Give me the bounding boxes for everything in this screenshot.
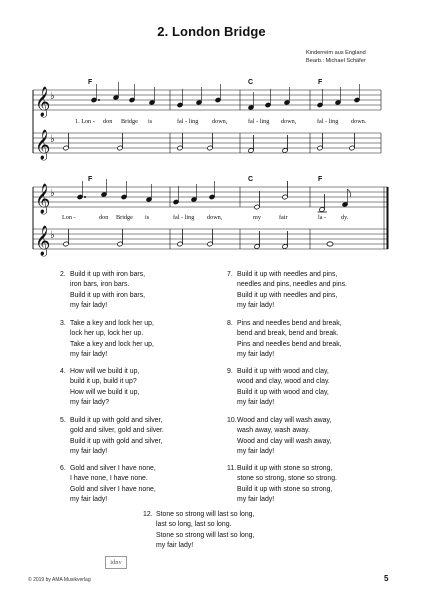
verse-2: 2. Build it up with iron bars, iron bars, iron bars. Build it up with iron bars, my fair lady! [60, 271, 146, 309]
svg-text:Bridge: Bridge [121, 118, 138, 125]
svg-text:Lon -: Lon - [62, 214, 76, 221]
copyright-footer: © 2019 by AMA Musikverlag [28, 577, 91, 583]
treble-clef-icon: 𝄞 [35, 130, 51, 160]
verse-8: 8. Pins and needles bend and break, bend and break, bend and break. Pins and needles bend and break, my fair lady! [227, 320, 342, 358]
credit-origin: Kinderreim aus England [306, 50, 366, 56]
svg-text:dy.: dy. [341, 214, 349, 221]
svg-text:fal - ling: fal - ling [248, 118, 270, 125]
svg-text:Bridge: Bridge [116, 214, 133, 221]
svg-text:la -: la - [318, 214, 327, 221]
song-title: 2. London Bridge [157, 24, 266, 39]
svg-text:don: don [99, 214, 109, 221]
svg-text:1. Lon -: 1. Lon - [75, 118, 95, 125]
system1-lower-staff [33, 133, 381, 153]
svg-text:my: my [253, 214, 261, 221]
system2-lyrics [62, 214, 349, 221]
publisher-logo: idnv [105, 556, 127, 569]
svg-text:fal - ling: fal - ling [177, 118, 199, 125]
system1-melody-notes [91, 82, 360, 110]
clefs [35, 86, 55, 257]
verse-10: 10. Wood and clay will wash away, wash away, wash away. Wood and clay will wash away, my fair lady! [227, 417, 332, 455]
svg-text:is: is [145, 214, 150, 221]
verse-11: 11. Build it up with stone so strong, stone so strong, stone so strong. Build it up with stone so strong, my fair lady! [227, 465, 337, 503]
verse-5: 5. Build it up with gold and silver, gold and silver, gold and silver. Build it up with gold and silver, my fair lady! [60, 417, 164, 455]
flat-sign-icon: ♭ [50, 134, 55, 145]
verse-7: 7. Build it up with needles and pins, needles and pins, needles and pins. Build it up with needles and pins, my fair lady! [227, 271, 347, 309]
page-number: 5 [384, 574, 389, 583]
flat-sign-icon: ♭ [50, 230, 55, 241]
verse-6: 6. Gold and silver I have none, I have none, I have none. Gold and silver I have none, my fair lady! [60, 465, 156, 503]
svg-text:down.: down. [351, 118, 367, 125]
verse-12: 12. Stone so strong will last so long, last so long, last so long. Stone so strong will last so long, my fair lady! [143, 511, 255, 549]
system1-lyrics [75, 118, 367, 125]
chord-symbol: F [88, 79, 93, 86]
flat-sign-icon: ♭ [50, 91, 55, 102]
music-score [0, 0, 423, 260]
svg-text:down,: down, [212, 118, 228, 125]
svg-text:don: don [103, 118, 113, 125]
chord-symbol: C [248, 176, 254, 183]
system1-upper-staff [33, 90, 381, 110]
verse-3: 3. Take a key and lock her up, lock her up, lock her up. Take a key and lock her up, my fair lady! [60, 320, 154, 358]
chord-symbol: F [318, 176, 323, 183]
flat-sign-icon: ♭ [50, 188, 55, 199]
verse-9: 9. Build it up with wood and clay, wood and clay, wood and clay. Build it up with wood and clay, my fair lady! [227, 368, 330, 406]
treble-clef-icon: 𝄞 [35, 87, 51, 117]
chord-symbol: C [248, 79, 254, 86]
credit-arranger: Bearb.: Michael Schäfer [306, 58, 366, 64]
svg-text:fal - ling: fal - ling [173, 214, 195, 221]
svg-text:fair: fair [279, 214, 288, 221]
verse-4: 4. How will we build it up, build it up, build it up? How will we build it up, my fair lady? [60, 368, 140, 406]
treble-clef-icon: 𝄞 [35, 184, 51, 214]
svg-text:is: is [148, 118, 153, 125]
system2-melody-half-notes [254, 181, 327, 212]
svg-text:fal - ling: fal - ling [317, 118, 339, 125]
svg-text:down,: down, [281, 118, 297, 125]
chord-symbol: F [318, 79, 323, 86]
svg-text:down,: down, [207, 214, 223, 221]
treble-clef-icon: 𝄞 [35, 226, 51, 256]
chord-symbol: F [88, 176, 93, 183]
